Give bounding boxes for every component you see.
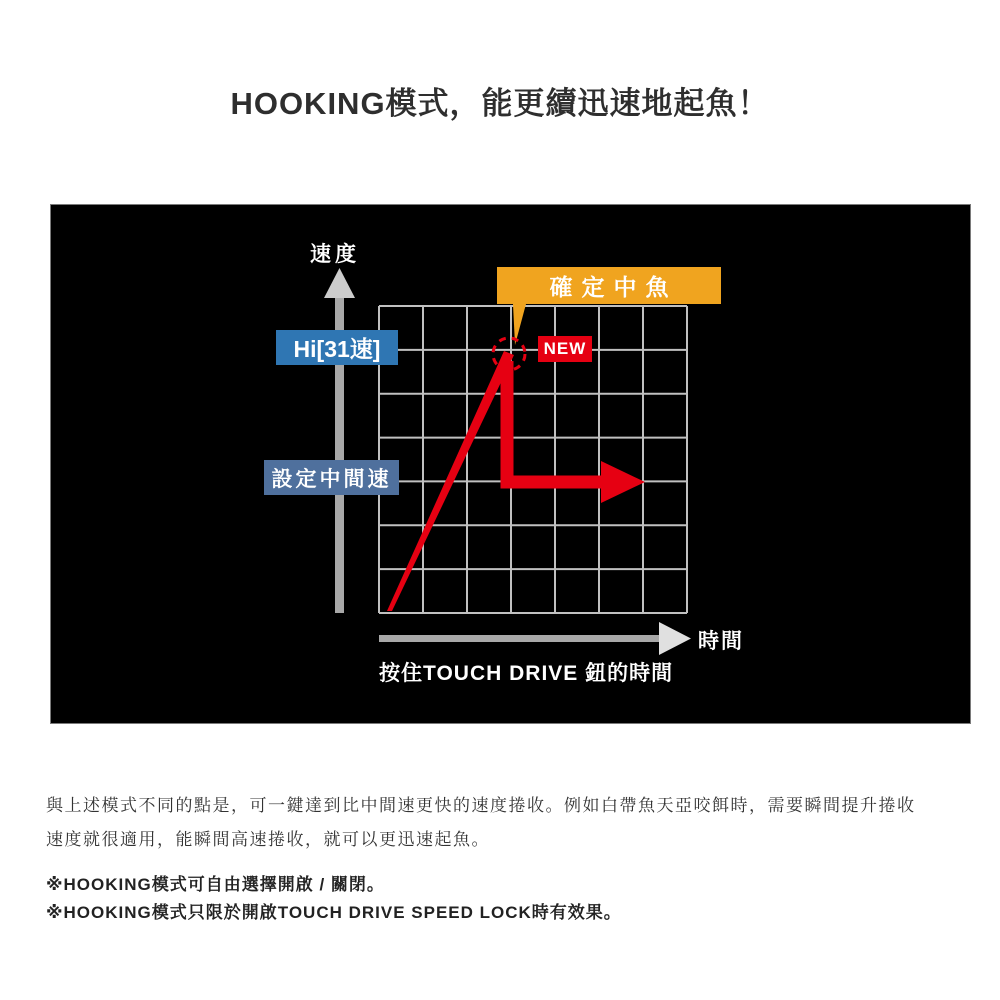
footnotes <box>46 871 956 927</box>
hit-fish-label: 確定中魚 <box>497 267 721 304</box>
footnote-1: ※HOOKING模式可自由選擇開啟 / 關閉。 <box>46 875 385 894</box>
x-axis-arrowhead-icon <box>659 622 691 655</box>
x-axis-shaft <box>379 635 659 642</box>
page-title: HOOKING模式，能更續迅速地起魚！ <box>230 86 770 121</box>
x-axis-caption: 按住TOUCH DRIVE 鈕的時間 <box>379 662 674 685</box>
description-paragraph <box>46 789 956 857</box>
paragraph-line-2: 速度就很適用，能瞬間高速捲收，就可以更迅速起魚。 <box>46 830 490 849</box>
footnote-2: ※HOOKING模式只限於開啟TOUCH DRIVE SPEED LOCK時有效果。 <box>46 903 622 922</box>
y-axis-arrowhead-icon <box>324 268 355 298</box>
hi-speed-label: Hi[31速] <box>276 330 398 365</box>
new-badge: NEW <box>538 336 592 362</box>
speed-drop-arrowhead-icon <box>601 461 645 503</box>
diagram-panel <box>50 204 971 724</box>
mid-speed-label: 設定中間速 <box>264 460 399 495</box>
y-axis-label: 速度 <box>310 243 360 266</box>
paragraph-line-1: 與上述模式不同的點是，可一鍵達到比中間速更快的速度捲收。例如白帶魚天亞咬餌時，需要瞬間提升捲收 <box>46 796 916 815</box>
grid-lines <box>379 306 687 613</box>
x-axis-label: 時間 <box>698 630 744 653</box>
